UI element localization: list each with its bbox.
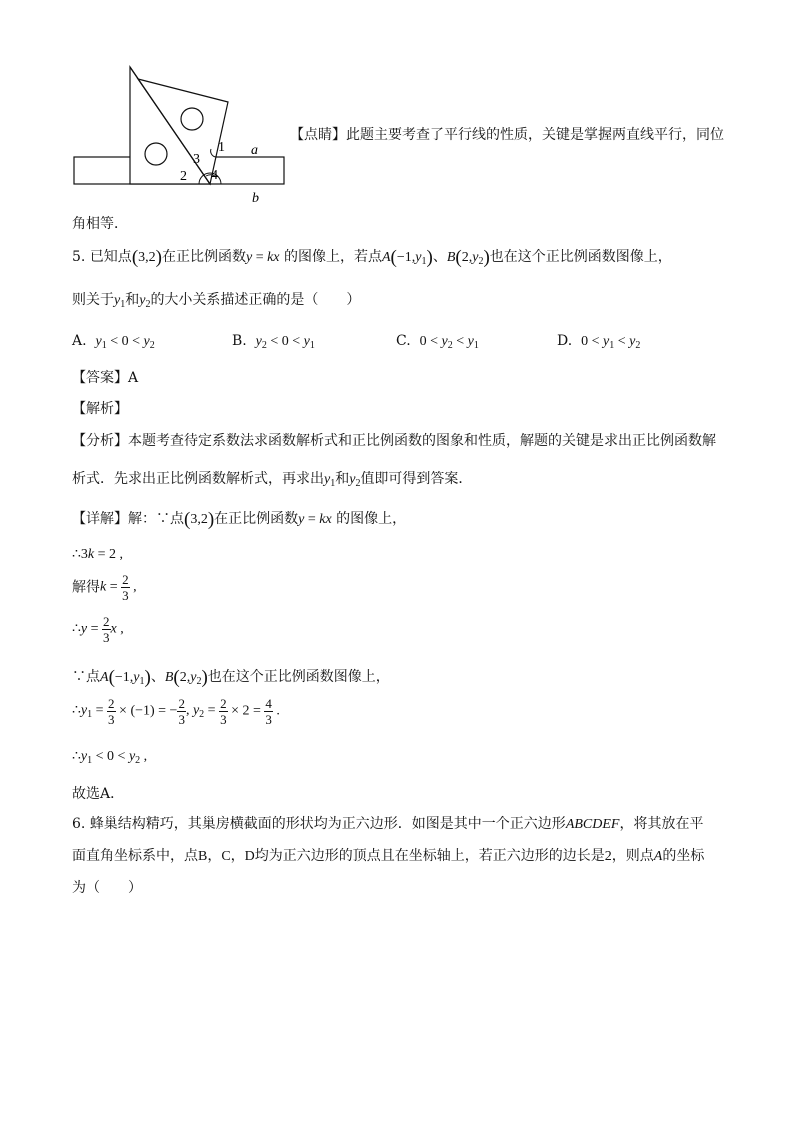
detail-line2: ∴3k = 2 , [72,547,124,562]
answer-label: 【答案】 [72,370,128,386]
analysis-line1: 【分析】本题考查待定系数法求函数解析式和正比例函数的图象和性质，解题的关键是求出正比例函数解 [72,433,716,449]
line-label-b: b [252,191,259,206]
angle-label-4: 4 [211,168,218,183]
answer-line [72,371,138,385]
line-label-a: a [251,143,258,158]
question-6-line1: 6. 蜂巢结构精巧，其巢房横截面的形状均为正六边形．如图是其中一个正六边形ABCDEF，将其放在平 [72,816,704,832]
dianjing-tag: 【点睛】 [290,127,346,143]
question-5-line2: 则关于$y_1$和$y_2$的大小关系描述正确的是（ ） [72,292,361,310]
option-c[interactable]: C. $0 < y_2 < y_1$ [396,333,479,351]
dianjing-text: 此题主要考查了平行线的性质，关键是掌握两直线平行，同位 [346,127,724,143]
question-5-line1: 5. 已知点(3,2)在正比例函数y = kx 的图像上，若点$A(-1,y_1)$、$B(2,y_2)$也在这个正比例函数图像上， [72,247,672,268]
dianjing-line2: 角相等． [72,216,128,232]
analysis-line2: 析式．先求出正比例函数解析式，再求出$y_1$和$y_2$值即可得到答案． [72,471,473,489]
question-6-line3: 为（ ） [72,880,142,896]
angle-label-3: 3 [193,152,200,167]
detail-line4: ∴y = $\frac{2}{3}$ x , [72,614,124,645]
option-a[interactable]: A. $y_1 < 0 < y_2$ [72,333,155,351]
angle-label-1: 1 [218,140,225,155]
option-d[interactable]: D. $0 < y_1 < y_2$ [557,333,641,351]
detail-choose: 故选A． [72,786,125,802]
angle-label-2: 2 [180,169,187,184]
answer-value: A [128,370,139,386]
detail-line3: 解得k = $\frac{2}{3}$ , [72,572,137,603]
dianjing-line1 [290,128,724,142]
jiexi-label: 【解析】 [72,401,128,417]
question-6-line2: 面直角坐标系中，点B，C，D均为正六边形的顶点且在坐标轴上，若正六边形的边长是2，则点A的坐标 [72,848,705,864]
geometry-figure [70,62,285,207]
detail-line6: $\therefore y_1$ = $\frac{2}{3}$ × (−1) = − $\frac{2}{3}$ , $y_2$ = $\frac{2}{3}$ × 2 = $\frac{4}{3}$ . [72,696,280,727]
detail-line1: 【详解】解：∵点(3,2)在正比例函数y = kx 的图像上， [72,509,407,530]
option-b[interactable]: B. $y_2 < 0 < y_1$ [232,333,315,351]
detail-line5: ∵点$A(-1,y_1)$、$B(2,y_2)$也在这个正比例函数图像上， [72,667,390,688]
detail-line7: $\therefore y_1 < 0 < y_2$ , [72,749,148,766]
